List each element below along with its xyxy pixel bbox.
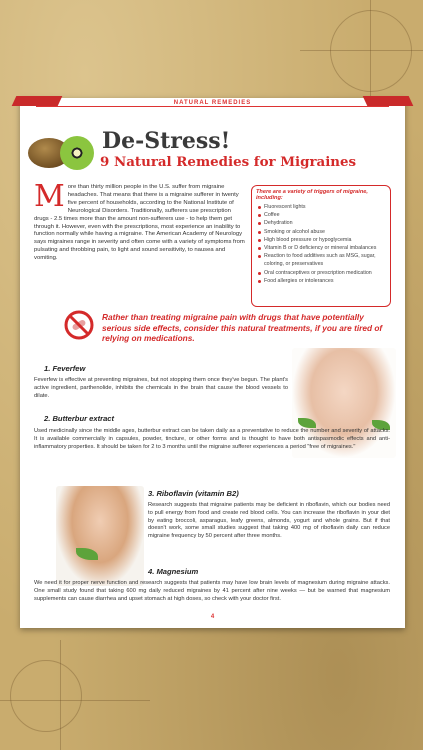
list-item: Food allergies or intolerances: [264, 277, 386, 285]
background-compass-circle: [10, 660, 82, 732]
list-item: Reaction to food additives such as MSG, sugar, coloring, or preservatives: [264, 252, 386, 268]
section-heading-magnesium: 4. Magnesium: [148, 567, 199, 576]
intro-paragraph: [34, 179, 246, 263]
section-body-feverfew: Feverfew is effective at preventing migraines, but not stopping them once they've begun. The plant's active ingredient, parthenolide, inhibits the chemicals in the brain that cause the blood vessels to dilate.: [34, 377, 288, 399]
no-pills-icon: [64, 310, 94, 340]
background-line: [370, 0, 371, 98]
background-line: [300, 50, 423, 51]
kiwi-image: [26, 132, 98, 172]
triggers-heading: There are a variety of triggers of migraine, including:: [256, 189, 368, 201]
background-compass-circle: [330, 10, 412, 92]
article-title: De-Stress!: [102, 128, 231, 154]
kiwi-slice: [60, 136, 94, 170]
section-body-riboflavin: Research suggests that migraine patients may be deficient in riboflavin, which our bodies need to pull energy from food and create red blood cells. You can increase the riboflavin in your diet by eating broccoli, asparagus, leafy greens, almonds, yogurt and whole grains. But if that doesn't work, some small studies suggest that taking 400 mg of riboflavin daily can reduce migraine frequency by 50 percent after three months.: [148, 502, 390, 540]
header-rule: [36, 106, 389, 107]
magazine-page: [20, 98, 405, 628]
pull-quote: Rather than treating migraine pain with drugs that have potentially serious side effects, consider this natural treatments, if you are tired of relying on medications.: [102, 312, 383, 343]
section-label: NATURAL REMEDIES: [20, 100, 405, 106]
section-heading-riboflavin: 3. Riboflavin (vitamin B2): [148, 489, 239, 498]
background-line: [60, 640, 61, 750]
triggers-list: [256, 203, 386, 285]
leaf-shape: [298, 418, 316, 428]
triggers-box: [251, 185, 391, 307]
section-heading-feverfew: 1. Feverfew: [44, 364, 86, 373]
list-item: Smoking or alcohol abuse: [264, 228, 386, 236]
list-item: Coffee: [264, 211, 386, 219]
woman-eating-salad-photo: [56, 486, 144, 586]
background-line: [0, 700, 150, 701]
list-item: Dehydration: [264, 219, 386, 227]
list-item: Vitamin B or D deficiency or mineral imbalances: [264, 244, 386, 252]
list-item: High blood pressure or hypoglycemia: [264, 236, 386, 244]
leaf-shape: [76, 548, 98, 560]
list-item: Oral contraceptives or prescription medication: [264, 269, 386, 277]
article-subtitle: 9 Natural Remedies for Migraines: [100, 154, 357, 170]
list-item: Fluorescent lights: [264, 203, 386, 211]
dropcap: M: [34, 179, 65, 214]
section-heading-butterbur: 2. Butterbur extract: [44, 414, 115, 423]
section-body-butterbur: Used medicinally since the middle ages, butterbur extract can be taken daily as a preventative to reduce the number and severity of attacks. It is available commercially in capsules, powder, tincture, or other forms and is thought to have both antispasmodic effects and anti-inflammatory properties. It should be taken for 2 to 3 months until the migraine sufferer experiences a period "free of migraines.": [34, 428, 390, 450]
section-body-magnesium: We need it for proper nerve function and research suggests that patients may have low brain levels of magnesium during migraine attacks. One small study found that taking 600 mg daily reduced migraines by 41 percent after nine weeks — but be warned that magnesium supplements can cause diarrhea and upset stomach at high doses, so check with your doctor first.: [34, 580, 390, 602]
page-number: 4: [210, 614, 215, 620]
intro-text: ore than thirty million people in the U.S. suffer from migraine headaches. That means that there is a migraine sufferer in twenty five percent of households, according to the National Institute of Neurological Disorders. Traditionally, sufferers use prescription drugs - 2.5 times more than the amount non-sufferers use - to help them get through it. However, even with the prescriptions, most experience an inability to function normally while having a migraine. The American Academy of Neurology says migraines range in severity and often come with a variety of symptoms from pulsating and throbbing pain, to light and sound sensitivity, to nausea and vomiting.: [34, 184, 245, 262]
